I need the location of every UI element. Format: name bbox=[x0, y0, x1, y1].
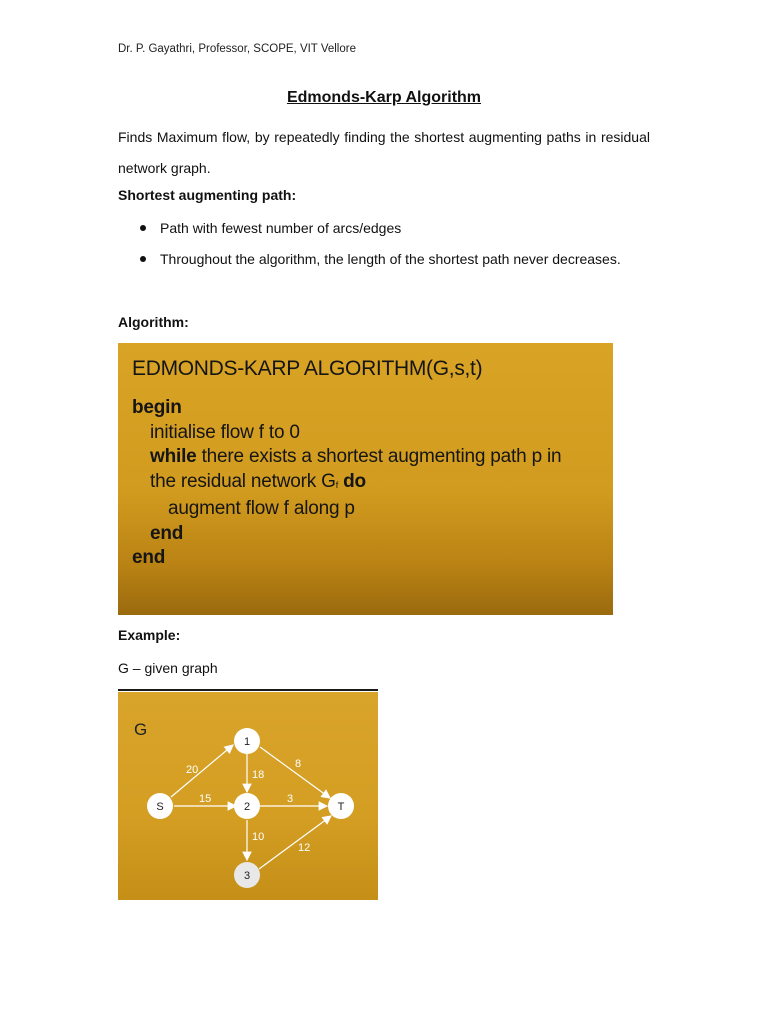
bullet-list bbox=[118, 213, 650, 275]
algorithm-init-line: initialise flow f to 0 bbox=[150, 421, 300, 443]
svg-text:1: 1 bbox=[243, 736, 251, 748]
edge-label-2-t: 3 bbox=[287, 793, 294, 805]
edge-label-1-t: 8 bbox=[295, 758, 302, 770]
algorithm-end-outer: end bbox=[132, 547, 166, 568]
edge-label-s-2: 15 bbox=[199, 793, 212, 805]
svg-text:3: 3 bbox=[243, 870, 251, 882]
algorithm-figure bbox=[118, 343, 613, 615]
graph-node bbox=[234, 728, 260, 754]
edge-3-t bbox=[259, 816, 331, 869]
graph-node bbox=[234, 862, 260, 888]
example-heading: Example: bbox=[118, 627, 181, 643]
edge-s-1 bbox=[171, 745, 233, 797]
algorithm-heading: Algorithm: bbox=[118, 314, 189, 330]
algorithm-residual-line: the residual network Gf do bbox=[150, 470, 366, 492]
graph-svg bbox=[118, 692, 378, 900]
shortest-path-heading: Shortest augmenting path: bbox=[118, 187, 297, 203]
svg-text:S: S bbox=[156, 801, 164, 813]
algorithm-end-inner: end bbox=[150, 522, 184, 544]
graph-node bbox=[147, 793, 173, 819]
graph-figure bbox=[118, 692, 378, 900]
algorithm-begin: begin bbox=[132, 397, 182, 418]
bullet-icon bbox=[140, 256, 146, 262]
svg-text:2: 2 bbox=[243, 801, 251, 813]
graph-node bbox=[234, 793, 260, 819]
algorithm-title: EDMONDS-KARP ALGORITHM(G,s,t) bbox=[132, 357, 483, 380]
example-caption: G – given graph bbox=[118, 660, 218, 676]
page-title: Edmonds-Karp Algorithm bbox=[286, 89, 482, 106]
list-item: Path with fewest number of arcs/edges bbox=[118, 213, 650, 244]
edge-label-2-3: 10 bbox=[252, 831, 265, 843]
svg-text:T: T bbox=[337, 801, 345, 813]
edge-label-s-1: 20 bbox=[186, 764, 199, 776]
bullet-icon bbox=[140, 225, 146, 231]
intro-paragraph: Finds Maximum flow, by repeatedly finding the shortest augmenting paths in residual network graph. bbox=[118, 129, 650, 176]
edge-1-t bbox=[260, 747, 330, 798]
graph-label: G bbox=[134, 720, 148, 739]
edge-label-1-2: 18 bbox=[252, 769, 265, 781]
algorithm-while-line: while there exists a shortest augmenting path p in bbox=[150, 446, 562, 467]
divider bbox=[118, 689, 378, 691]
algorithm-augment-line: augment flow f along p bbox=[168, 498, 355, 519]
edge-label-3-t: 12 bbox=[298, 842, 311, 854]
page-header: Dr. P. Gayathri, Professor, SCOPE, VIT Vellore bbox=[118, 43, 356, 55]
graph-node bbox=[328, 793, 354, 819]
list-item: Throughout the algorithm, the length of the shortest path never decreases. bbox=[118, 244, 650, 275]
